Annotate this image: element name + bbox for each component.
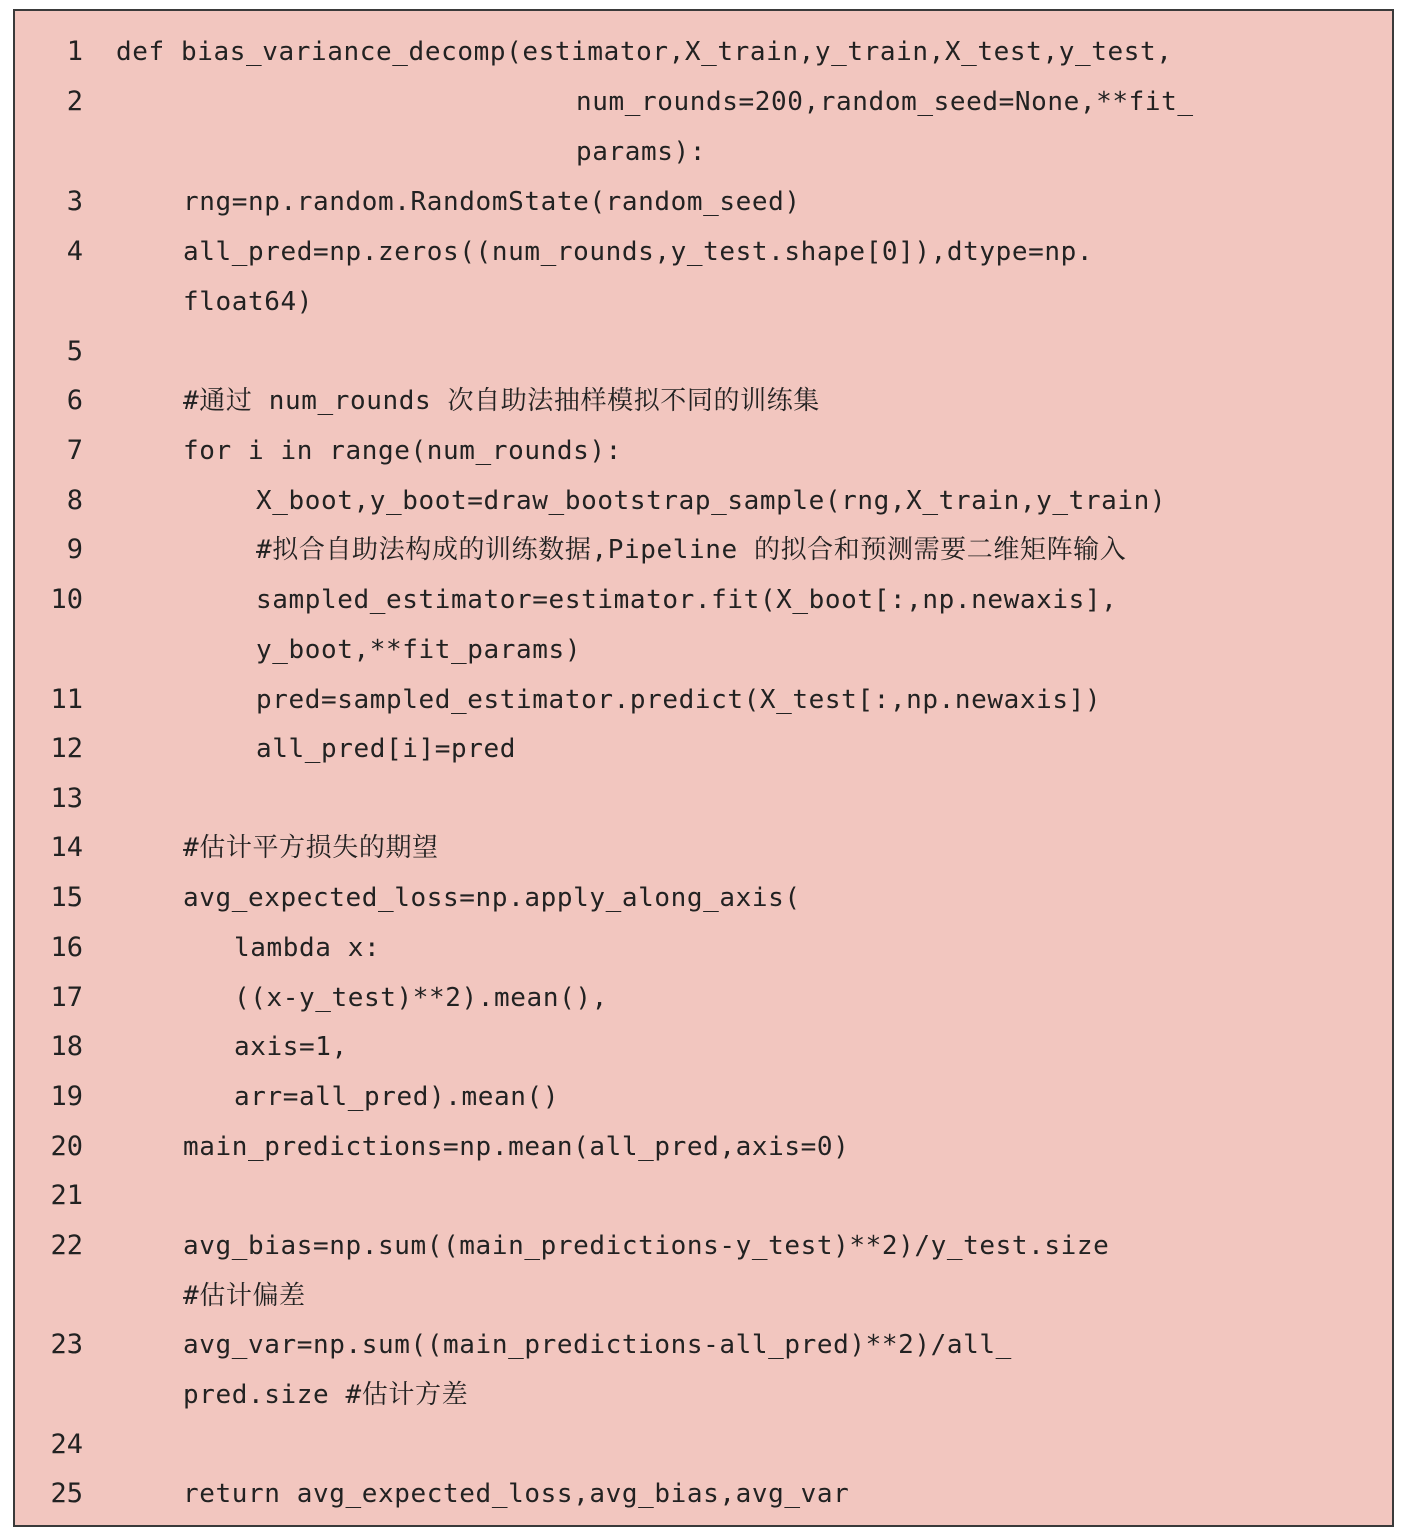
code-line xyxy=(15,823,1392,873)
line-number: 11 xyxy=(50,684,83,715)
code-text: sampled_estimator=estimator.fit(X_boot[:,np.newaxis], xyxy=(256,585,1118,615)
code-line-continuation xyxy=(15,1370,1392,1420)
line-number: 8 xyxy=(66,485,83,516)
code-text: all_pred[i]=pred xyxy=(256,734,517,764)
code-line xyxy=(15,724,1392,774)
line-number: 21 xyxy=(50,1180,83,1211)
line-number: 2 xyxy=(66,86,83,117)
code-comment: #估计平方损失的期望 xyxy=(183,833,439,863)
code-text: avg_var=np.sum((main_predictions-all_pred)**2)/all_ xyxy=(183,1330,1012,1360)
code-text: ((x-y_test)**2).mean(), xyxy=(234,983,608,1013)
line-number: 5 xyxy=(66,336,83,367)
code-text: axis=1, xyxy=(234,1032,348,1062)
code-line xyxy=(15,177,1392,227)
code-line-continuation xyxy=(15,1271,1392,1321)
code-comment: #拟合自助法构成的训练数据,Pipeline 的拟合和预测需要二维矩阵输入 xyxy=(256,535,1127,565)
code-text: for i in range(num_rounds): xyxy=(183,436,622,466)
line-number: 13 xyxy=(50,783,83,814)
line-number: 10 xyxy=(50,584,83,615)
code-text: num_rounds=200,random_seed=None,**fit_ xyxy=(576,87,1194,117)
code-line xyxy=(15,426,1392,476)
code-line-continuation xyxy=(15,625,1392,675)
code-text: params): xyxy=(576,137,707,167)
code-line xyxy=(15,1072,1392,1122)
code-line xyxy=(15,376,1392,426)
code-line xyxy=(15,227,1392,277)
line-number: 25 xyxy=(50,1478,83,1509)
code-text: avg_expected_loss=np.apply_along_axis( xyxy=(183,883,801,913)
code-text: pred=sampled_estimator.predict(X_test[:,np.newaxis]) xyxy=(256,685,1102,715)
code-comment: #估计偏差 xyxy=(183,1281,306,1311)
code-line xyxy=(15,873,1392,923)
code-line xyxy=(15,575,1392,625)
code-line-continuation xyxy=(15,127,1392,177)
code-line xyxy=(15,525,1392,575)
line-number: 12 xyxy=(50,733,83,764)
code-text: y_boot,**fit_params) xyxy=(256,635,582,665)
code-text: avg_bias=np.sum((main_predictions-y_test)**2)/y_test.size xyxy=(183,1231,1110,1261)
line-number: 6 xyxy=(66,385,83,416)
code-text: main_predictions=np.mean(all_pred,axis=0) xyxy=(183,1132,850,1162)
line-number: 22 xyxy=(50,1230,83,1261)
code-text: float64) xyxy=(183,287,314,317)
line-number: 9 xyxy=(66,534,83,565)
code-line xyxy=(15,923,1392,973)
line-number: 4 xyxy=(66,236,83,267)
code-line xyxy=(15,973,1392,1023)
code-text: rng=np.random.RandomState(random_seed) xyxy=(183,187,801,217)
code-line xyxy=(15,1122,1392,1172)
line-number: 18 xyxy=(50,1031,83,1062)
code-line xyxy=(15,774,1392,824)
code-line xyxy=(15,1022,1392,1072)
line-number: 19 xyxy=(50,1081,83,1112)
code-line xyxy=(15,1171,1392,1221)
line-number: 3 xyxy=(66,186,83,217)
line-number: 24 xyxy=(50,1429,83,1460)
code-listing xyxy=(13,9,1394,1527)
line-number: 23 xyxy=(50,1329,83,1360)
code-line xyxy=(15,1469,1392,1519)
line-number: 20 xyxy=(50,1131,83,1162)
code-line xyxy=(15,476,1392,526)
code-line xyxy=(15,1221,1392,1271)
code-comment: #通过 num_rounds 次自助法抽样模拟不同的训练集 xyxy=(183,386,820,416)
line-number: 16 xyxy=(50,932,83,963)
code-text: all_pred=np.zeros((num_rounds,y_test.shape[0]),dtype=np. xyxy=(183,237,1094,267)
line-number: 1 xyxy=(66,36,83,67)
line-number: 17 xyxy=(50,982,83,1013)
code-line xyxy=(15,1420,1392,1470)
code-line-continuation xyxy=(15,277,1392,327)
code-text: lambda x: xyxy=(234,933,381,963)
code-line xyxy=(15,77,1392,127)
code-text: X_boot,y_boot=draw_bootstrap_sample(rng,X_train,y_train) xyxy=(256,486,1167,516)
code-text: arr=all_pred).mean() xyxy=(234,1082,560,1112)
line-number: 15 xyxy=(50,882,83,913)
code-line xyxy=(15,327,1392,377)
line-number: 7 xyxy=(66,435,83,466)
code-text: def bias_variance_decomp(estimator,X_train,y_train,X_test,y_test, xyxy=(116,37,1173,67)
code-line xyxy=(15,1320,1392,1370)
code-text: pred.size #估计方差 xyxy=(183,1380,469,1410)
code-text: return avg_expected_loss,avg_bias,avg_var xyxy=(183,1479,850,1509)
code-line xyxy=(15,675,1392,725)
code-line xyxy=(15,27,1392,77)
line-number: 14 xyxy=(50,832,83,863)
